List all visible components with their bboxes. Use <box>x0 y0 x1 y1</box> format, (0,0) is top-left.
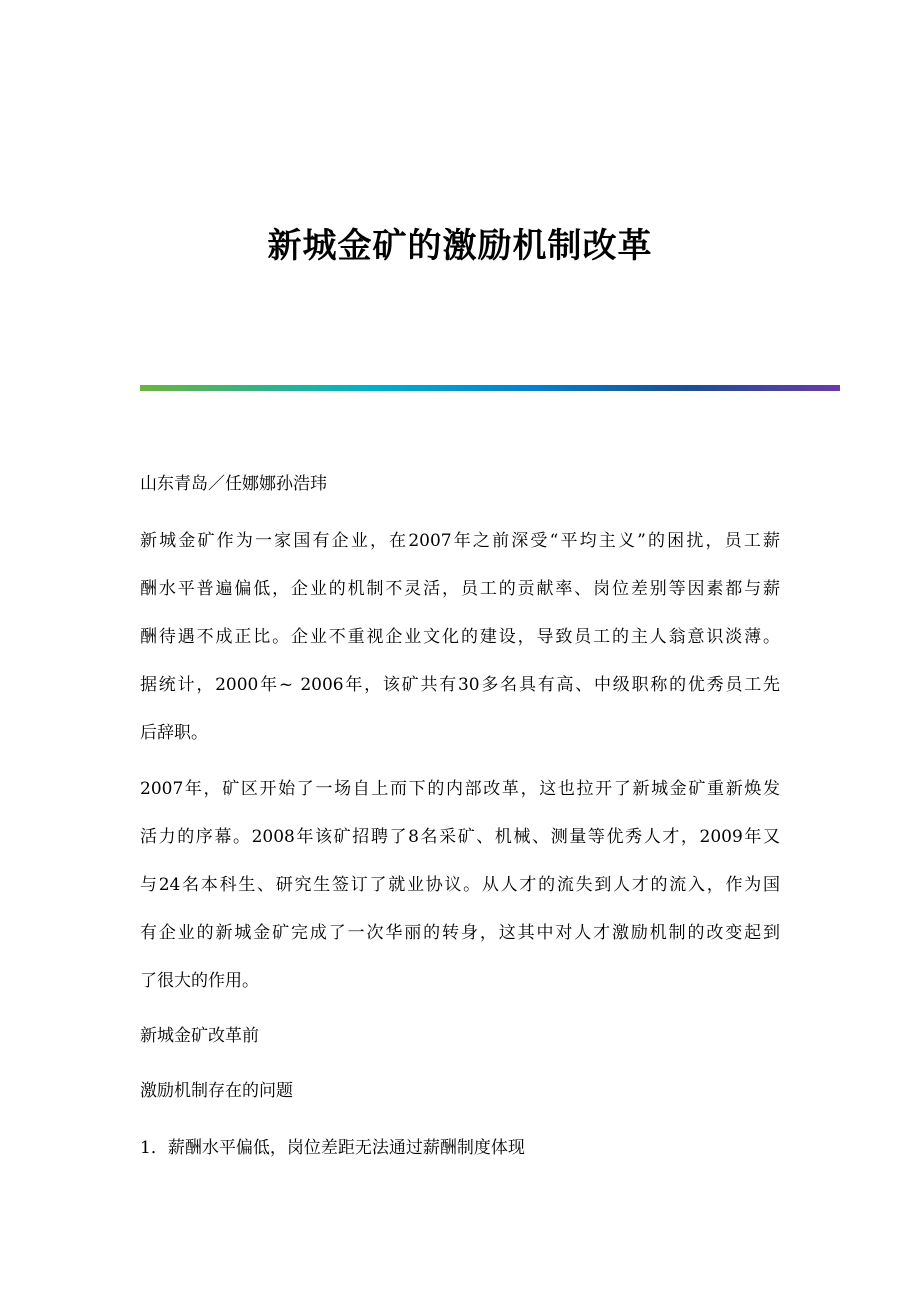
paragraph-1-line: 酬水平普遍偏低，企业的机制不灵活，员工的贡献率、岗位差别等因素都与薪 <box>140 579 780 599</box>
paragraph-1-line: 酬待遇不成正比。企业不重视企业文化的建设，导致员工的主人翁意识淡薄。 <box>140 627 780 647</box>
document-title: 新城金矿的激励机制改革 <box>267 226 653 266</box>
paragraph-1-line: 据统计，2000年~ 2006年，该矿共有30多名具有高、中级职称的优秀员工先 <box>140 675 780 695</box>
paragraph-2-line: 了很大的作用。 <box>140 971 259 991</box>
section-heading: 新城金矿改革前 <box>140 1026 259 1046</box>
paragraph-2-line: 与24名本科生、研究生签订了就业协议。从人才的流失到人才的流入，作为国 <box>140 875 780 895</box>
author-line: 山东青岛／任娜娜孙浩玮 <box>140 474 327 494</box>
paragraph-1-line: 后辞职。 <box>140 723 208 743</box>
gradient-divider <box>140 385 840 391</box>
paragraph-2-line: 2007年，矿区开始了一场自上而下的内部改革，这也拉开了新城金矿重新焕发 <box>140 779 780 799</box>
paragraph-2-line: 活力的序幕。2008年该矿招聘了8名采矿、机械、测量等优秀人才，2009年又 <box>140 827 780 847</box>
paragraph-2-line: 有企业的新城金矿完成了一次华丽的转身，这其中对人才激励机制的改变起到 <box>140 923 780 943</box>
section-subheading: 激励机制存在的问题 <box>140 1081 293 1101</box>
paragraph-1-line: 新城金矿作为一家国有企业，在2007年之前深受“平均主义”的困扰，员工薪 <box>140 531 780 551</box>
numbered-heading: 1．薪酬水平偏低，岗位差距无法通过薪酬制度体现 <box>140 1138 525 1158</box>
